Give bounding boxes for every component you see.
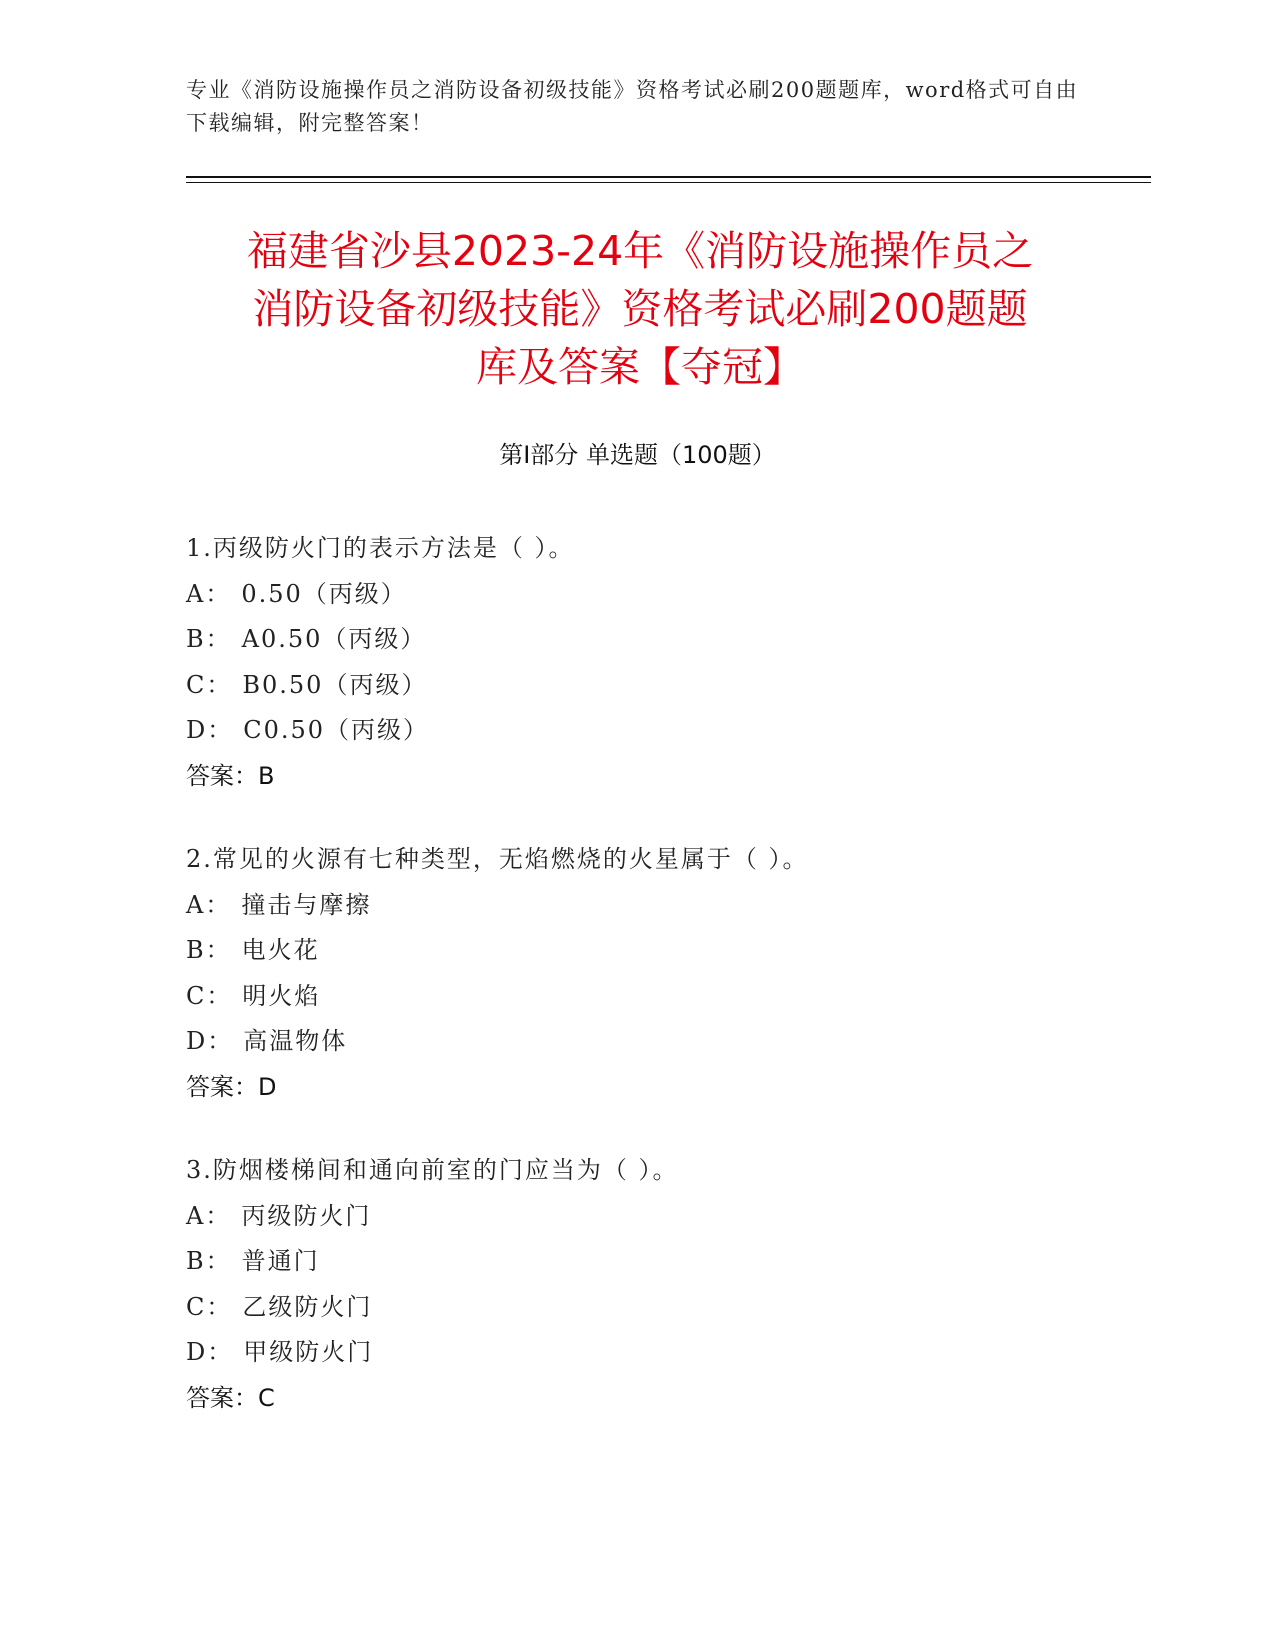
option-separator: ： [205, 625, 232, 653]
option-key: C [186, 981, 207, 1010]
option-key: C [186, 670, 207, 699]
option-separator: ： [206, 1292, 233, 1321]
option-text: 普通门 [241, 1247, 320, 1275]
option-text: 高温物体 [243, 1027, 348, 1055]
header-rule-thin [186, 182, 1151, 183]
section-title: 第Ⅰ部分 单选题（100题） [499, 441, 776, 469]
option-key: D [186, 1338, 208, 1366]
option-separator: ： [205, 1201, 232, 1230]
answer: 答案：B [186, 761, 275, 790]
option-key: D [186, 716, 208, 744]
option-text: A0.50（丙级） [241, 625, 427, 653]
option-text: 撞击与摩擦 [241, 890, 372, 919]
option-separator: ： [207, 1027, 234, 1055]
option-key: A [186, 579, 206, 608]
header-rule-thick [186, 176, 1151, 178]
question-list [186, 526, 1146, 1459]
option-d [186, 1330, 1146, 1376]
document-title-line-3: 库及答案【夺冠】 [476, 343, 804, 391]
document-title [160, 222, 1120, 396]
document-title-line-1: 福建省沙县2023-24年《消防设施操作员之 [246, 227, 1034, 275]
option-key: A [186, 1201, 206, 1230]
answer: 答案：D [186, 1072, 277, 1101]
document-title-line-2: 消防设备初级技能》资格考试必刷200题题 [252, 285, 1028, 333]
option-key: A [186, 890, 206, 919]
question-stem: 3.防烟楼梯间和通向前室的门应当为（ ）。 [186, 1156, 679, 1184]
option-text: 0.50（丙级） [241, 579, 407, 608]
option-b [186, 617, 1146, 663]
option-text: C0.50（丙级） [243, 716, 430, 744]
question-3 [186, 1148, 1146, 1421]
option-text: 乙级防火门 [242, 1292, 373, 1321]
option-d [186, 1019, 1146, 1065]
question-stem: 1.丙级防火门的表示方法是（ ）。 [186, 534, 575, 562]
question-1 [186, 526, 1146, 799]
option-separator: ： [207, 716, 234, 744]
option-c [186, 1285, 1146, 1331]
option-key: B [186, 936, 206, 964]
option-b [186, 1239, 1146, 1285]
option-separator: ： [205, 579, 232, 608]
option-separator: ： [205, 1247, 232, 1275]
option-c [186, 663, 1146, 709]
option-separator: ： [205, 890, 232, 919]
option-key: B [186, 1247, 206, 1275]
option-key: C [186, 1292, 207, 1321]
option-c [186, 974, 1146, 1020]
header-note: 专业《消防设施操作员之消防设备初级技能》资格考试必刷200题题库，word格式可自由下载编辑，附完整答案！ [186, 78, 1079, 135]
option-a [186, 883, 1146, 929]
option-text: 明火焰 [242, 981, 321, 1010]
option-text: B0.50（丙级） [242, 670, 428, 699]
option-b [186, 928, 1146, 974]
option-a [186, 572, 1146, 618]
option-separator: ： [205, 936, 232, 964]
option-key: B [186, 625, 206, 653]
option-a [186, 1194, 1146, 1240]
option-text: 电火花 [241, 936, 320, 964]
option-text: 丙级防火门 [241, 1201, 372, 1230]
option-d [186, 708, 1146, 754]
question-stem: 2.常见的火源有七种类型，无焰燃烧的火星属于（ ）。 [186, 845, 809, 873]
question-2 [186, 837, 1146, 1110]
option-separator: ： [206, 670, 233, 699]
option-text: 甲级防火门 [243, 1338, 374, 1366]
option-separator: ： [206, 981, 233, 1010]
option-separator: ： [207, 1338, 234, 1366]
option-key: D [186, 1027, 208, 1055]
answer: 答案：C [186, 1383, 275, 1412]
